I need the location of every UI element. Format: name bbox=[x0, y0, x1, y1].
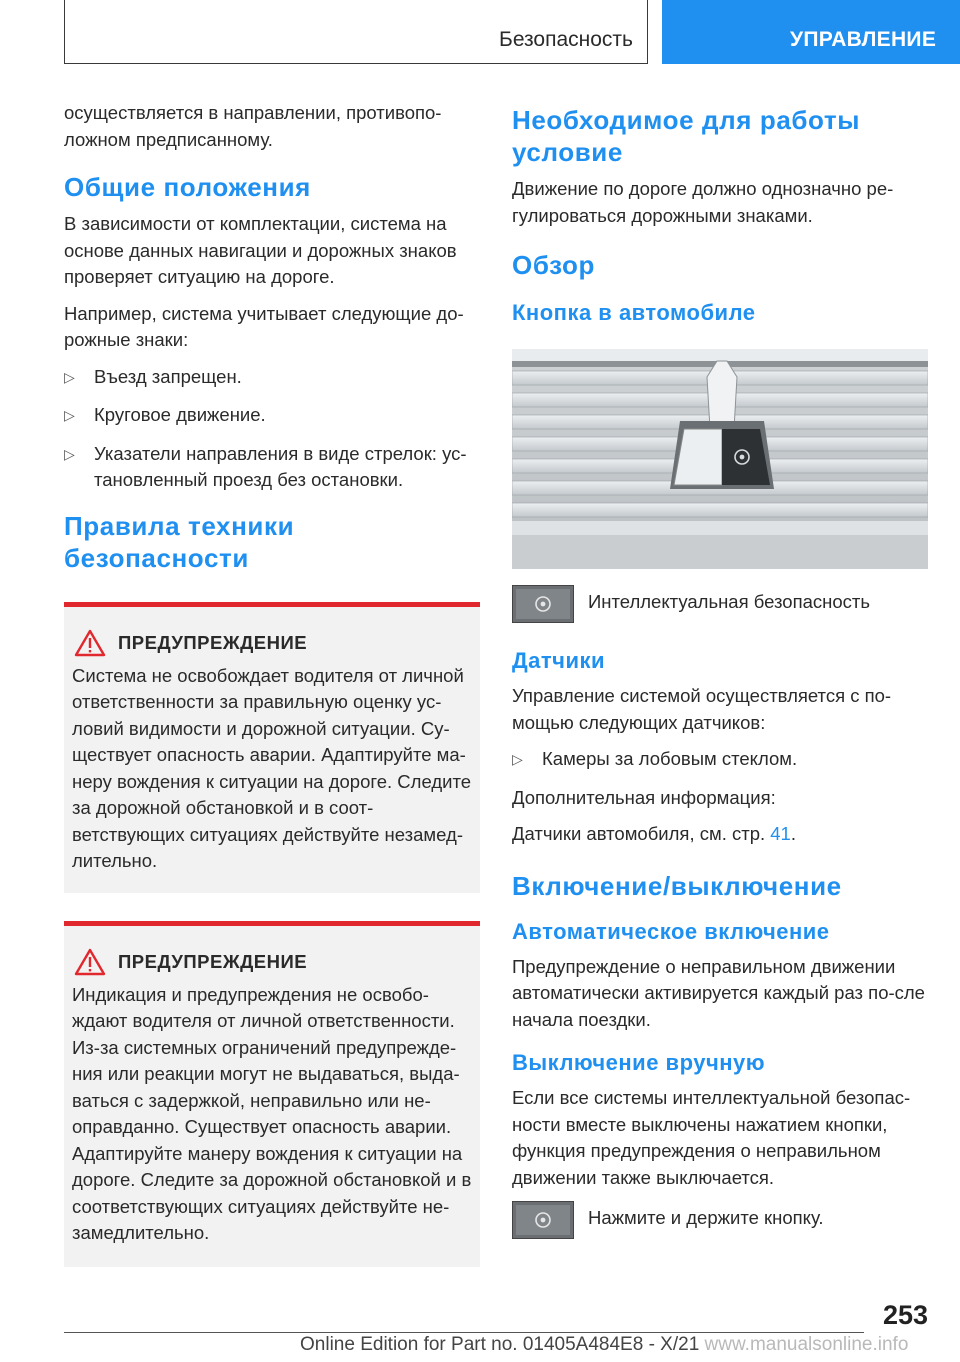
list-item: ▷ Круговое движение. bbox=[64, 402, 480, 429]
warning-text: Система не освобождает водителя от личной ответственности за правильную оценку ус-ловий видимости и дорожной ситуации. Су-ществует опасность аварии. Адаптируйте ма-неру вождения к ситуации на дороге. Следите за дорожной обстановкой и в соот-ветствующих ситуациях действуйте незамед-лительно. bbox=[72, 664, 472, 871]
triangle-bullet-icon: ▷ bbox=[512, 751, 523, 767]
general-paragraph-1: В зависимости от комплектации, система на основе данных навигации и дорожных знаков проверяет ситуацию на дороге. bbox=[64, 213, 457, 287]
footer-site[interactable]: www.manualsonline.info bbox=[704, 1334, 909, 1355]
triangle-bullet-icon: ▷ bbox=[64, 445, 75, 462]
requirements-heading: Необходимое для работы условие bbox=[512, 105, 861, 167]
warning-title: ПРЕДУПРЕЖДЕНИЕ bbox=[118, 631, 308, 653]
footer-divider bbox=[64, 1332, 864, 1333]
list-item: ▷ Камеры за лобовым стеклом. bbox=[512, 746, 928, 773]
warning-box-2 bbox=[64, 921, 480, 1267]
auto-on-heading: Автоматическое включение bbox=[512, 918, 830, 944]
sensors-list bbox=[512, 746, 928, 773]
list-item: ▷ Указатели направления в виде стрелок: ус-тановленный проезд без остановки. bbox=[64, 442, 467, 490]
warning-box-1 bbox=[64, 602, 480, 893]
right-column bbox=[512, 100, 928, 1251]
warning-text: Индикация и предупреждения не освобо-ждают водителя от личной ответственности. Из-за системных ограничений предупрежде-ния или реакции могут не выдаваться, выда-ваться с задержкой, неправильно или не-оправданно. Существует опасность аварии. Адаптируйте манеру вождения к ситуации на дороге. Следите за дорожной обстановкой и в соответствующих ситуациях действуйте не-замедлительно. bbox=[72, 983, 472, 1243]
more-info-label: Дополнительная информация: bbox=[512, 786, 776, 808]
page-link[interactable]: 41 bbox=[770, 823, 791, 844]
warning-triangle-icon bbox=[74, 629, 106, 657]
intro-text: осуществляется в направлении, противопо-ложном предписанному. bbox=[64, 102, 442, 150]
general-paragraph-2: Например, система учитывает следующие до-рожные знаки: bbox=[64, 302, 464, 350]
button-label: Интеллектуальная безопасность bbox=[588, 591, 870, 612]
header-section-box bbox=[64, 0, 648, 64]
header-section-title: Безопасность bbox=[499, 28, 633, 51]
sensors-heading: Датчики bbox=[512, 648, 606, 673]
button-legend bbox=[512, 585, 928, 623]
signs-list bbox=[64, 364, 480, 494]
footer bbox=[300, 1334, 908, 1356]
header-chapter-tab[interactable]: УПРАВЛЕНИЕ bbox=[662, 0, 960, 64]
auto-on-text: Предупреждение о неправильном движении автоматически активируется каждый раз по-сле начала поездки. bbox=[512, 955, 925, 1030]
warning-title: ПРЕДУПРЕЖДЕНИЕ bbox=[118, 950, 308, 972]
footer-edition: Online Edition for Part no. 01405A484E8 - X/21 bbox=[300, 1334, 700, 1355]
intelligent-safety-button-icon bbox=[512, 585, 574, 623]
car-console-button-illustration bbox=[512, 349, 928, 569]
sensors-reference: Датчики автомобиля, см. стр. 41. bbox=[512, 823, 796, 844]
manual-off-text: Если все системы интеллектуальной безопас-ности вместе выключены нажатием кнопки, функция предупреждения о неправильном движении также выключается. bbox=[512, 1087, 911, 1188]
list-item: ▷ Въезд запрещен. bbox=[64, 364, 480, 391]
left-column bbox=[64, 100, 480, 1267]
manual-off-heading: Выключение вручную bbox=[512, 1050, 766, 1075]
warning-triangle-icon bbox=[74, 948, 106, 976]
button-heading: Кнопка в автомобиле bbox=[512, 300, 756, 325]
triangle-bullet-icon: ▷ bbox=[64, 368, 75, 385]
overview-heading: Обзор bbox=[512, 250, 595, 280]
manual-action-text: Нажмите и держите кнопку. bbox=[588, 1207, 824, 1228]
sensors-text: Управление системой осуществляется с по-мощью следующих датчиков: bbox=[512, 685, 892, 733]
page-number: 253 bbox=[882, 1300, 928, 1330]
safety-heading: Правила техники безопасности bbox=[64, 510, 295, 573]
requirements-text: Движение по дороге должно однозначно ре-гулироваться дорожными знаками. bbox=[512, 178, 894, 226]
general-heading: Общие положения bbox=[64, 172, 311, 202]
triangle-bullet-icon: ▷ bbox=[64, 407, 75, 423]
onoff-heading: Включение/выключение bbox=[512, 870, 842, 901]
manual-action bbox=[512, 1201, 928, 1239]
intelligent-safety-button-icon bbox=[512, 1201, 574, 1239]
